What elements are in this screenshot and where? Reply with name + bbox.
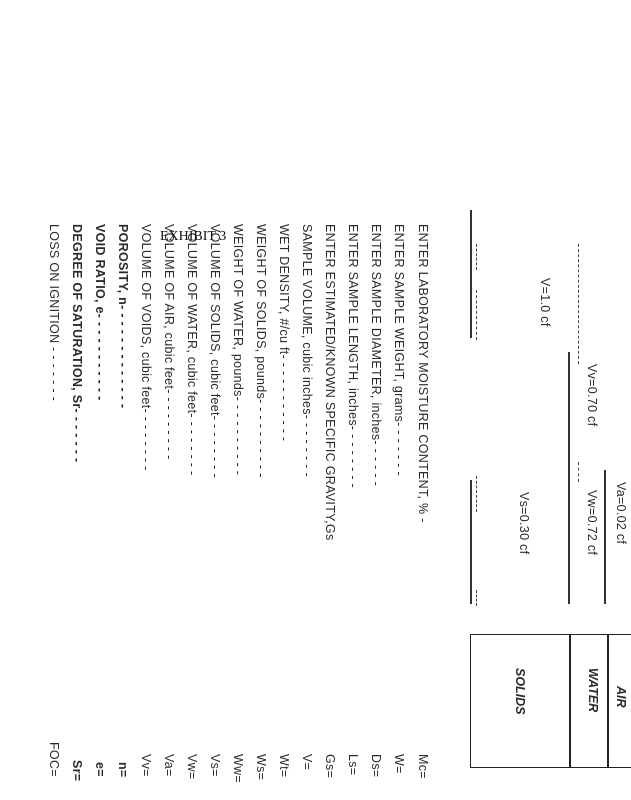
phase-divider-air-water [569, 635, 571, 767]
dim-line-total-top [476, 244, 477, 270]
phase-solids-label: SOLIDS [513, 668, 527, 715]
row-volume-label: SAMPLE VOLUME, cubic inches- - - - - - - - [300, 224, 314, 477]
row-volume-water-label: VOLUME OF WATER, cubic feet- - - - - - - - [185, 224, 199, 476]
diagram-top-rule [470, 210, 472, 338]
row-moisture-label: ENTER LABORATORY MOISTURE CONTENT, % - [416, 224, 430, 523]
row-diameter-label: ENTER SAMPLE DIAMETER, inches- - - - - - [369, 224, 383, 487]
symbol-vv: Vv= [139, 754, 153, 777]
air-volume-label: Va=0.02 cf [614, 482, 628, 545]
symbol-ls: Ls= [346, 754, 360, 776]
phase-box [470, 634, 631, 768]
row-volume-voids-label: VOLUME OF VOIDS, cubic feet- - - - - - - - [139, 224, 153, 471]
row-weight-label: ENTER SAMPLE WEIGHT, grams- - - - - - - [392, 224, 406, 476]
dim-line-solids-bottom [476, 590, 477, 606]
symbol-ds: Ds= [369, 754, 383, 778]
symbol-va: Va= [162, 754, 176, 777]
symbol-w: W= [392, 754, 406, 774]
row-saturation-label: DEGREE OF SATURATION, Sr- - - - - - - [70, 224, 84, 463]
symbol-mc: Mc= [416, 754, 430, 779]
void-volume-label: Vv=0.70 cf [585, 364, 599, 427]
symbol-foc: FOC= [47, 742, 61, 777]
symbol-wt: Wt= [277, 754, 291, 778]
dim-line-solids [476, 476, 477, 512]
water-volume-label: Vw=0.72 cf [585, 490, 599, 556]
symbol-vs: Vs= [208, 754, 222, 777]
symbol-vw: Vw= [185, 754, 199, 780]
diagram-voids-rule [568, 352, 570, 604]
row-wet-density-label: WET DENSITY, #/cu ft- - - - - - - - - - - [277, 224, 291, 442]
diagram-air-rule [604, 470, 606, 604]
row-volume-air-label: VOLUME OF AIR, cubic feet- - - - - - - - - [162, 224, 176, 460]
dim-line-total-bottom [476, 290, 477, 340]
diagram-solids-rule [470, 480, 472, 604]
row-porosity-label: POROSITY, n- - - - - - - - - - - - - [116, 224, 130, 409]
dim-line-voids-top [578, 244, 579, 364]
symbol-ws: Ws= [254, 754, 268, 781]
total-volume-label: V=1.0 cf [538, 278, 552, 327]
phase-water-label: WATER [586, 668, 600, 713]
symbol-v: V= [300, 754, 314, 771]
row-length-label: ENTER SAMPLE LENGTH, inches- - - - - - - - [346, 224, 360, 489]
exhibit-label: EXHIBIT 3 [160, 229, 227, 244]
row-weight-water-label: WEIGHT OF WATER, pounds- - - - - - - - - - [231, 224, 245, 476]
row-gravity-label: ENTER ESTIMATED/KNOWN SPECIFIC GRAVITY,Gs [323, 224, 337, 541]
dim-line-voids-bottom [578, 462, 579, 482]
phase-divider-top [607, 635, 609, 767]
symbol-gs: Gs= [323, 754, 337, 779]
phase-air-label: AIR [614, 686, 628, 708]
solids-volume-label: Vs=0.30 cf [517, 492, 531, 555]
row-void-ratio-label: VOID RATIO, e- - - - - - - - - - - [93, 224, 107, 401]
row-volume-solids-label: VOLUME OF SOLIDS, cubic feet- - - - - - - - [208, 224, 222, 478]
symbol-ww: Ww= [231, 754, 245, 784]
symbol-n: n= [116, 762, 130, 778]
symbol-e: e= [93, 762, 107, 777]
symbol-sr: Sr= [70, 760, 84, 782]
row-ignition-label: LOSS ON IGNITION - - - - - - - [47, 224, 61, 402]
row-weight-solids-label: WEIGHT OF SOLIDS, pounds- - - - - - - - - - [254, 224, 268, 478]
